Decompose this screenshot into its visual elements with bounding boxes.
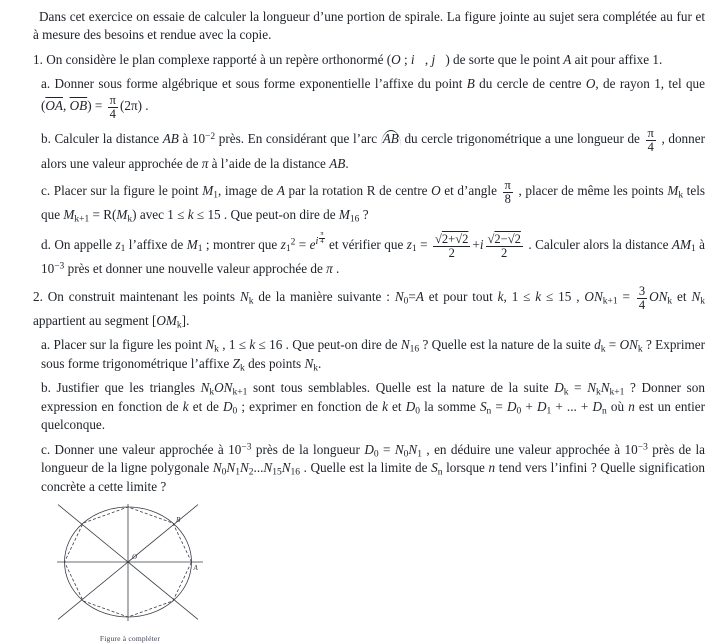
paragraph-q2a: a. Placer sur la figure les point $N_k$ , 1 ≤ k ≤ 16 . Que peut-on dire de $N_{16}$ ? Quelle est la nature de la suite $d_k = ON_k$ ? Exprimer sous forme trigonométrique l’affixe $Z_k$ des points $N_k$. — [41, 337, 705, 374]
paragraph-q2: 2. On construit maintenant les points $N_k$ de la manière suivante : $N_0=A$ et pour tout k, 1 ≤ k ≤ 15 , $ON_{k+1}$ = $\frac{3}{4}$ $ON_k$ et $N_k$ appartient au segment $[OM_k]$. — [33, 283, 706, 331]
paragraph-q2c: c. Donner une valeur approchée à $10^{-3}$ près de la longueur $D_0 = N_0N_1$ , en déduire une valeur approchée à $10^{-3}$ près de la longueur de la ligne polygonale $N_0N_1N_2...N_{15}N_{16}$ . Quelle est la limite de $S_n$ lorsque n tend vers l’infini ? Quelle signification concrète a cette limite ? — [41, 441, 706, 494]
exercise-text — [33, 8, 705, 496]
figure-to-complete — [55, 502, 205, 624]
figure-caption: Figure à compléter — [99, 634, 161, 644]
paragraph-q2b: b. Justifier que les triangles $N_kON_{k+1}$ sont tous semblables. Quelle est la nature de la suite $D_k = N_kN_{k+1}$ ? Donner son expression en fonction de k et de $D_0$ ; exprimer en fonction de k et $D_0$ la somme $S_n = D_0 + D_1$ + ... + $D_n$ où n est un entier quelconque. — [41, 380, 706, 433]
point-label-B: B — [176, 516, 181, 525]
paragraph-q1d: d. On appelle $z_1$ l’affixe de $M_1$ ; montrer que $z_1^2 = e^{i \frac{\pi}{4}}$ et vérifier que $z_1$ = $\frac{√2+√2}{2}$ +i $\frac{√2-√2}{2}$ . Calculer alors la distance $AM_1$ à $10^{-3}$ près et donner une nouvelle valeur approchée de π . — [41, 229, 706, 277]
paragraph-intro: Dans cet exercice on essaie de calculer la longueur d’une portion de spirale. La figure jointe au sujet sera complétée au fur et à mesure des besoins et rendue avec la copie. — [33, 9, 705, 43]
point-label-A: A — [193, 564, 198, 573]
paragraph-q1c: c. Placer sur la figure le point $M_1$, image de A par la rotation R de centre O et d’angle $\frac{\pi}{8}$ , placer de même les points $M_k$ tels que $M_{k+1} = R(M_k)$ avec 1 ≤ k ≤ 15 . Que peut-on dire de $M_{16}$ ? — [41, 178, 705, 225]
paragraph-q1a: a. Donner sous forme algébrique et sous forme exponentielle l’affixe du point B du cercle de centre O, de rayon 1, tel que ($\overline{OA}$, $\overline{OB}$) = $\frac{\pi}{4}$ (2π) . — [41, 76, 705, 122]
figure-block — [55, 502, 205, 643]
paragraph-q1: 1. On considère le plan complexe rapporté à un repère orthonormé (O ; i⃗, j⃗) de sorte que le point A ait pour affixe 1. — [33, 51, 663, 67]
point-label-O: O — [132, 553, 138, 562]
paragraph-q1b: b. Calculer la distance AB à $10^{-2}$ près. En considérant que l’arc AB du cercle trigonométrique a une longueur de $\frac{\pi}{4}$ , donner alors une valeur approchée de π à l’aide de la distance AB. — [41, 126, 705, 171]
